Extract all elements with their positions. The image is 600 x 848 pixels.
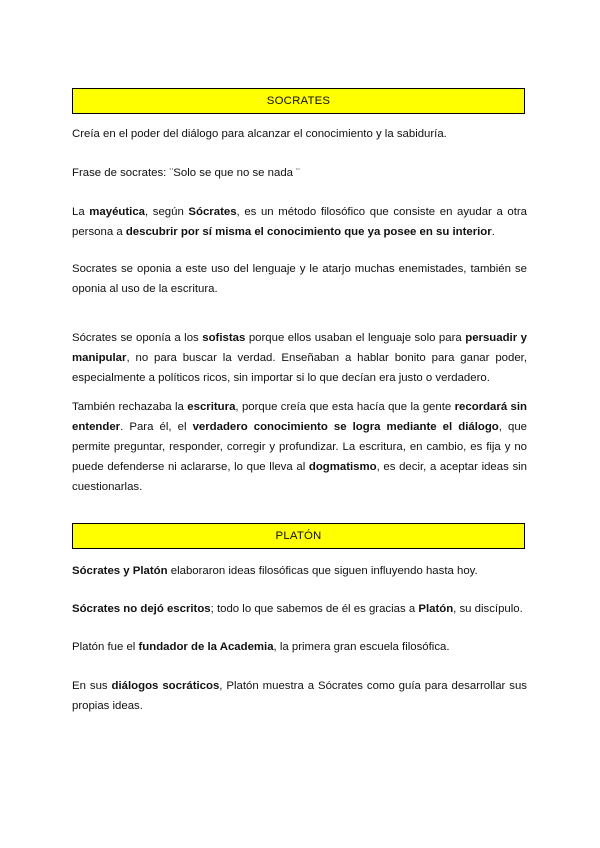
text-run: , que permite preguntar, responder, corregir y profundizar. La escritura, en cambio, es fija y no puede defenderse ni aclararse, lo que lleva al	[72, 421, 527, 473]
text-run: , no para buscar la verdad. Enseñaban a hablar bonito para ganar poder, especialmente a políticos ricos, sin importar si lo que decían era justo o verdadero.	[72, 352, 527, 384]
section-heading-platon: PLATÓN	[72, 523, 525, 549]
text-run: , es decir, a aceptar ideas sin cuestionarlas.	[72, 461, 528, 493]
text-run: elaboraron ideas filosóficas que siguen influyendo hasta hoy.	[167, 565, 478, 577]
bold-phrase-dialogos-socraticos: diálogos socráticos	[111, 680, 220, 692]
text-run: .	[491, 226, 495, 238]
paragraph-oposicion: Socrates se oponia a este uso del lenguaje y le atarjo muchas enemistades, también se oponia al uso de la escritura.	[72, 263, 527, 295]
text-run: Platón fue el	[72, 641, 139, 653]
bold-phrase-verdadero-conocimiento: verdadero conocimiento se logra mediante el diálogo	[192, 421, 499, 433]
bold-term-sofistas: sofistas	[202, 332, 246, 344]
bold-term-socrates: Sócrates	[188, 206, 237, 218]
bold-term-platon: Platón	[418, 603, 454, 615]
bold-phrase-persuadir: persuadir y manipular	[72, 332, 527, 364]
paragraph-mayeutica	[72, 202, 527, 242]
paragraph-socrates-quote: Frase de socrates: ¨Solo se que no se nada ¨	[72, 167, 300, 179]
text-run: También rechazaba la	[72, 401, 188, 413]
bold-term-dogmatismo: dogmatismo	[308, 461, 377, 473]
bold-phrase-no-escritos: Sócrates no dejó escritos	[72, 603, 211, 615]
text-run: En sus	[72, 680, 112, 692]
text-run: ; todo lo que sabemos de él es gracias a	[210, 603, 419, 615]
paragraph-sofistas	[72, 328, 527, 388]
bold-phrase-descubrir: descubrir por sí misma el conocimiento que ya posee en su interior	[125, 226, 492, 238]
text-run: , su discípulo.	[453, 603, 523, 615]
text-run: La	[72, 206, 90, 218]
bold-term-mayeutica: mayéutica	[89, 206, 145, 218]
bold-term-escritura: escritura	[187, 401, 236, 413]
text-run: porque ellos usaban el lenguaje solo para	[245, 332, 466, 344]
text-run: , Platón muestra a Sócrates como guía para desarrollar sus propias ideas.	[72, 680, 527, 712]
paragraph-socrates-platon	[72, 561, 527, 581]
paragraph-dialogos	[72, 676, 527, 716]
section-heading-socrates: SOCRATES	[72, 88, 525, 114]
paragraph-socrates-dialogue: Creía en el poder del diálogo para alcanzar el conocimiento y la sabiduría.	[72, 128, 447, 140]
paragraph-escritura	[72, 397, 527, 497]
text-run: , porque creía que esta hacía que la gente	[235, 401, 455, 413]
text-run: , es un método filosófico que consiste en ayudar a otra persona a	[72, 206, 528, 238]
text-run: . Para él, el	[120, 421, 193, 433]
bold-phrase-socrates-platon: Sócrates y Platón	[72, 565, 168, 577]
text-run: Sócrates se oponía a los	[72, 332, 203, 344]
text-run: , según	[145, 206, 189, 218]
paragraph-no-escritos	[72, 599, 527, 619]
text-run: , la primera gran escuela filosófica.	[273, 641, 450, 653]
bold-phrase-recordara: recordará sin entender	[72, 401, 528, 433]
bold-phrase-academia: fundador de la Academia	[138, 641, 274, 653]
paragraph-academia	[72, 637, 527, 657]
